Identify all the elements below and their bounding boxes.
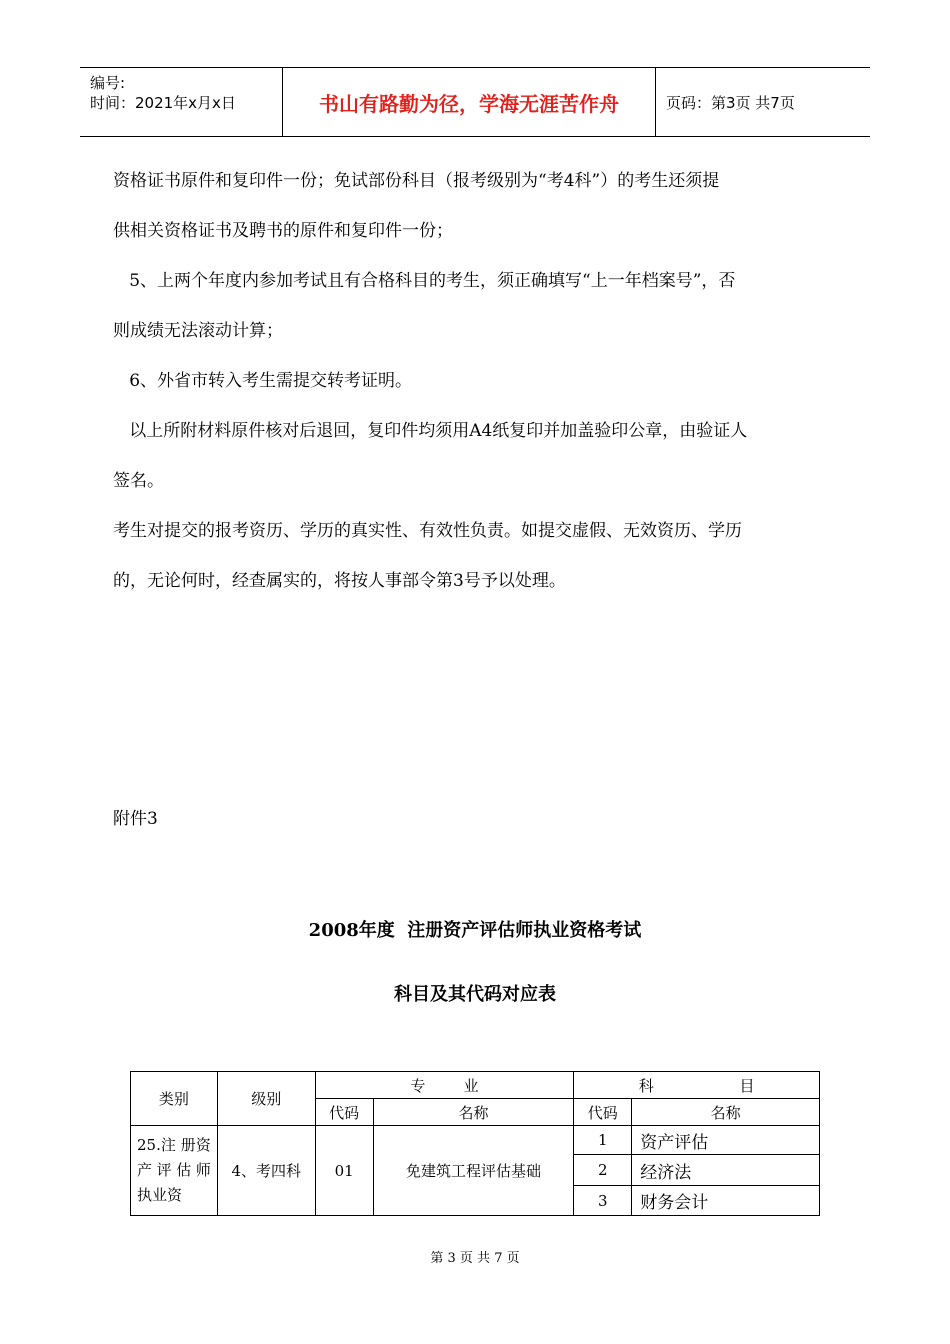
body-line-3: 5、上两个年度内参加考试且有合格科目的考生，须正确填写“上一年档案号”，否 bbox=[113, 271, 736, 291]
header-motto: 书山有路勤为径，学海无涯苦作舟 bbox=[283, 68, 656, 136]
category-cell: 25.注 册资产评估师执业资 bbox=[131, 1126, 218, 1216]
subject-code-cell: 3 bbox=[574, 1186, 632, 1216]
header-meta bbox=[80, 68, 283, 136]
body-line-2: 供相关资格证书及聘书的原件和复印件一份； bbox=[113, 221, 453, 241]
subject-name-cell: 资产评估 bbox=[632, 1126, 820, 1155]
header-page-info: 页码：第3页 共7页 bbox=[666, 93, 795, 112]
header-major-name: 名称 bbox=[373, 1099, 574, 1126]
body-line-9: 的，无论何时，经查属实的，将按人事部令第3号予以处理。 bbox=[113, 571, 566, 591]
body-line-7: 签名。 bbox=[113, 471, 164, 491]
subject-code-cell: 1 bbox=[574, 1126, 632, 1155]
major-code-cell: 01 bbox=[315, 1126, 373, 1216]
subject-name-cell: 经济法 bbox=[632, 1155, 820, 1186]
subject-name-cell: 财务会计 bbox=[632, 1186, 820, 1216]
table-title-2: 科目及其代码对应表 bbox=[394, 984, 556, 1005]
subject-code-cell: 2 bbox=[574, 1155, 632, 1186]
header-category: 类别 bbox=[131, 1072, 218, 1126]
body-line-1: 资格证书原件和复印件一份；免试部份科目（报考级别为“考4科”）的考生还须提 bbox=[113, 171, 720, 191]
body-line-5: 6、外省市转入考生需提交转考证明。 bbox=[113, 371, 413, 391]
body-line-8: 考生对提交的报考资历、学历的真实性、有效性负责。如提交虚假、无效资历、学历 bbox=[113, 521, 742, 541]
header-major: 专 业 bbox=[315, 1072, 574, 1099]
subject-code-table bbox=[130, 1071, 820, 1216]
level-cell: 4、考四科 bbox=[217, 1126, 315, 1216]
number-label: 编号: bbox=[90, 74, 126, 92]
header-level: 级别 bbox=[217, 1072, 315, 1126]
time-label: 时间：2021年x月x日 bbox=[90, 94, 236, 112]
major-name-cell: 免建筑工程评估基础 bbox=[373, 1126, 574, 1216]
body-line-4: 则成绩无法滚动计算； bbox=[113, 321, 283, 341]
table-title-1: 2008年度 注册资产评估师执业资格考试 bbox=[308, 920, 642, 941]
header-major-code: 代码 bbox=[315, 1099, 373, 1126]
header-subject-code: 代码 bbox=[574, 1099, 632, 1126]
page-header bbox=[80, 67, 870, 137]
header-subject-name: 名称 bbox=[632, 1099, 820, 1126]
attachment-label: 附件3 bbox=[113, 809, 158, 829]
body-line-6: 以上所附材料原件核对后退回，复印件均须用A4纸复印并加盖验印公章，由验证人 bbox=[113, 421, 748, 441]
header-subject: 科 目 bbox=[574, 1072, 820, 1099]
page-footer: 第 3 页 共 7 页 bbox=[430, 1251, 520, 1266]
